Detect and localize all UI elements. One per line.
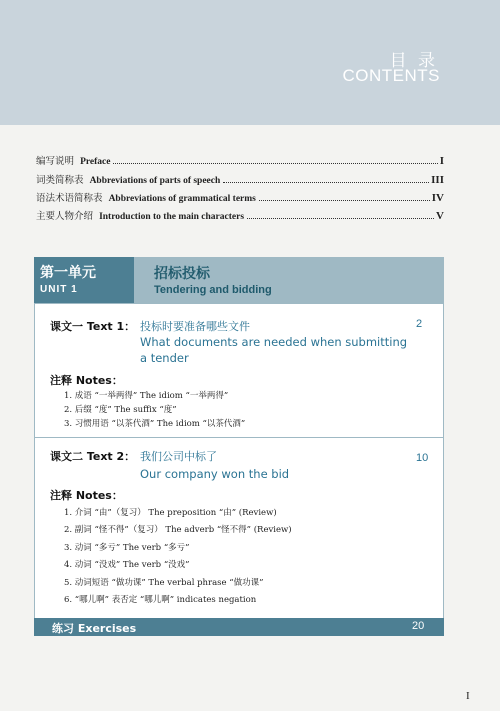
- text-2-label: 课文二 Text 2：: [50, 450, 136, 463]
- text-2-title-en[interactable]: Our company won the bid: [140, 467, 290, 481]
- text-2-notes-heading: 注释 Notes：: [50, 489, 123, 502]
- toc-entry-cn: 编写说明: [36, 156, 75, 167]
- toc-entry-page: I: [439, 155, 444, 167]
- unit-1-banner: [34, 257, 444, 303]
- note-item: 1. 介词 “由”（复习） The preposition “由” (Review): [64, 508, 277, 518]
- note-item: 4. 动词 “没戏” The verb “没戏”: [64, 560, 190, 570]
- note-item: 1. 成语 “一举两得” The idiom “一举两得”: [64, 391, 229, 401]
- toc-entry-cn: 语法术语简称表: [36, 193, 103, 204]
- text-1-title-en[interactable]: What documents are needed when submitting a tender: [140, 335, 408, 365]
- exercises-label: 练习 Exercises: [52, 622, 137, 635]
- unit-tab: [34, 257, 134, 303]
- toc-entry-en: Abbreviations of parts of speech: [89, 176, 221, 186]
- toc-entry-grammatical-terms[interactable]: [36, 190, 444, 204]
- exercises-page: 20: [412, 620, 425, 632]
- contents-title-en: CONTENTS: [342, 66, 440, 85]
- toc-entry-parts-of-speech[interactable]: [36, 172, 444, 186]
- toc-entry-page: IV: [431, 192, 444, 204]
- leader-dots: [113, 163, 437, 164]
- note-item: 3. 动词 “多亏” The verb “多亏”: [64, 543, 190, 553]
- unit-label-en: UNIT 1: [40, 284, 78, 295]
- page-number: I: [466, 690, 470, 702]
- unit-label-cn: 第一单元: [40, 265, 96, 281]
- toc-entry-page: III: [431, 174, 444, 186]
- text-1-page: 2: [416, 318, 423, 330]
- note-item: 6. “哪儿啊” 表否定 “哪儿啊” indicates negation: [64, 595, 257, 605]
- unit-title-cn: 招标投标: [154, 266, 210, 282]
- leader-dots: [247, 218, 434, 219]
- header-band: [0, 0, 500, 125]
- exercises-bar[interactable]: [34, 618, 444, 636]
- text-1-title-cn[interactable]: 投标时要准备哪些文件: [140, 320, 250, 333]
- text-1-notes-heading: 注释 Notes：: [50, 374, 123, 387]
- toc-entry-cn: 词类简称表: [36, 175, 84, 186]
- note-item: 3. 习惯用语 “以茶代酒” The idiom “以茶代酒”: [64, 419, 246, 429]
- contents-title-cn: 目 录: [389, 51, 438, 71]
- note-item: 2. 后缀 “度” The suffix “度”: [64, 405, 177, 415]
- note-item: 5. 动词短语 “做功课” The verbal phrase “做功课”: [64, 578, 264, 588]
- text-2-title-cn[interactable]: 我们公司中标了: [140, 450, 217, 463]
- toc-entry-page: V: [436, 210, 444, 222]
- leader-dots: [223, 182, 429, 183]
- text-1-label: 课文一 Text 1：: [50, 320, 136, 333]
- unit-title-en: Tendering and bidding: [154, 284, 272, 296]
- note-item: 2. 副词 “怪不得”（复习） The adverb “怪不得” (Review): [64, 525, 292, 535]
- toc-entry-characters[interactable]: [36, 208, 444, 222]
- toc-entry-cn: 主要人物介绍: [36, 211, 94, 222]
- toc-entry-en: Abbreviations of grammatical terms: [108, 194, 256, 204]
- toc-entry-en: Introduction to the main characters: [99, 212, 245, 222]
- toc-entry-preface[interactable]: [36, 153, 444, 167]
- toc-entry-en: Preface: [80, 157, 111, 167]
- text-2-page: 10: [416, 452, 429, 464]
- leader-dots: [259, 200, 430, 201]
